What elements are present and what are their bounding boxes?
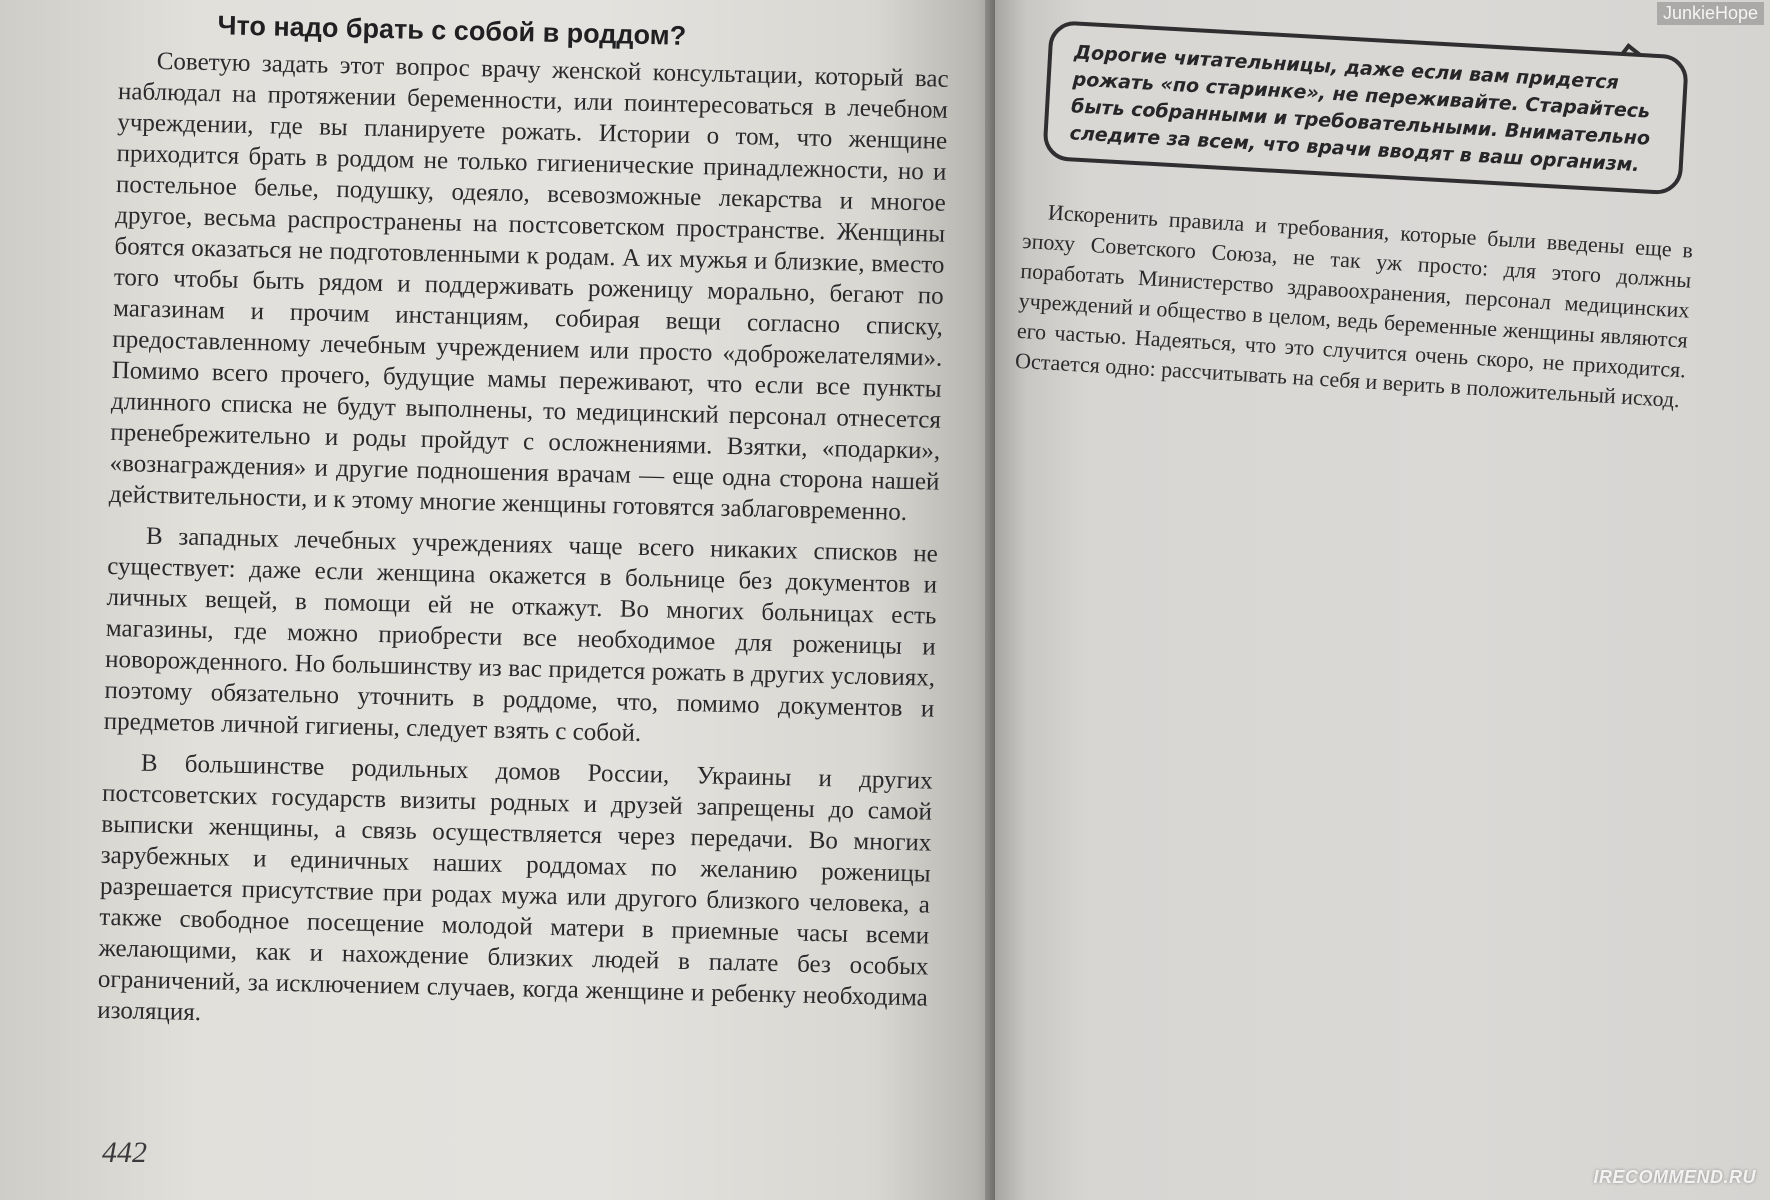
author-watermark: JunkieHope: [1657, 2, 1764, 25]
paragraph-1: Советую задать этот вопрос врачу женской консультации, который вас наблюдал на протяжении беременности, или поинтересоваться в лечебном учреждении, где вы планируете рожать. Истории о том, что женщине приходится брать в роддом не только гигиенические принадлежности, но и постельное белье, подушку, одеяло, всевозможные лекарства и многое другое, весьма распространены на постсоветском пространстве. Женщины боятся оказаться не подготовленными к родам. А их мужья и близкие, вместо того чтобы быть рядом и поддерживать роженицу морально, бегают по магазинам и прочим инстанциям, собирая вещи согласно списку, предоставленному лечебным учреждением или просто «доброжелателями». Помимо всего прочего, будущие мамы переживают, что если все пункты длинного списка не будут выполнены, то медицинский персонал отнесется пренебрежительно и роды пройдут с осложнениями. Взятки, «подарки», «вознаграждения» и другие подношения врачам — еще одна сторона нашей действительности, и к этому многие женщины готовятся заблаговременно.: [108, 47, 949, 526]
right-paragraph: Искоренить правила и требования, которые были введены еще в эпоху Советского Союза, не так уж просто: для этого должны поработать Министерство здравоохранения, персонал медицинских учреждений и общество в целом, ведь беременные женщины являются его частью. Надеяться, что это случится очень скоро, не приходится. Остается одно: рассчитывать на себя и верить в положительный исход.: [1014, 199, 1694, 413]
paragraph-3: В большинстве родильных домов России, Украины и других постсоветских государств визиты родных и друзей запрещены до самой выписки женщины, а связь осуществляется через передачи. Во многих зарубежных и единичных наших роддомах по желанию роженицы разрешается присутствие при родах мужа или другого близкого человека, а также свободное посещение молодой матери в приемные часы всеми желающими, как и нахождение близких людей в палате без особых ограничений, за исключением случаев, когда женщине и ребенку необходима изоляция.: [96, 749, 933, 1027]
page-number: 442: [102, 1136, 147, 1169]
site-watermark: IRECOMMEND.RU: [1593, 1167, 1756, 1187]
section-heading: Что надо брать с собой в роддом?: [217, 10, 687, 51]
left-page-text: [97, 8, 950, 1055]
speech-bubble-callout: Дорогие читательницы, даже если вам придется рожать «по старинке», не переживайте. Старайтесь быть собранными и требовательными. Внимательно следите за всем, что врачи вводят в ваш организм.: [1042, 20, 1689, 196]
paragraph-2: В западных лечебных учреждениях чаще всего никаких списков не существует: даже если женщина окажется в больнице без документов и личных вещей, в помощи ей не откажут. Во многих больницах есть магазины, где можно приобрести все необходимое для роженицы и новорожденного. Но большинству из вас придется рожать в других условиях, поэтому обязательно уточнить в роддоме, что, помимо документов и предметов личной гигиены, следует взять с собой.: [103, 522, 939, 748]
